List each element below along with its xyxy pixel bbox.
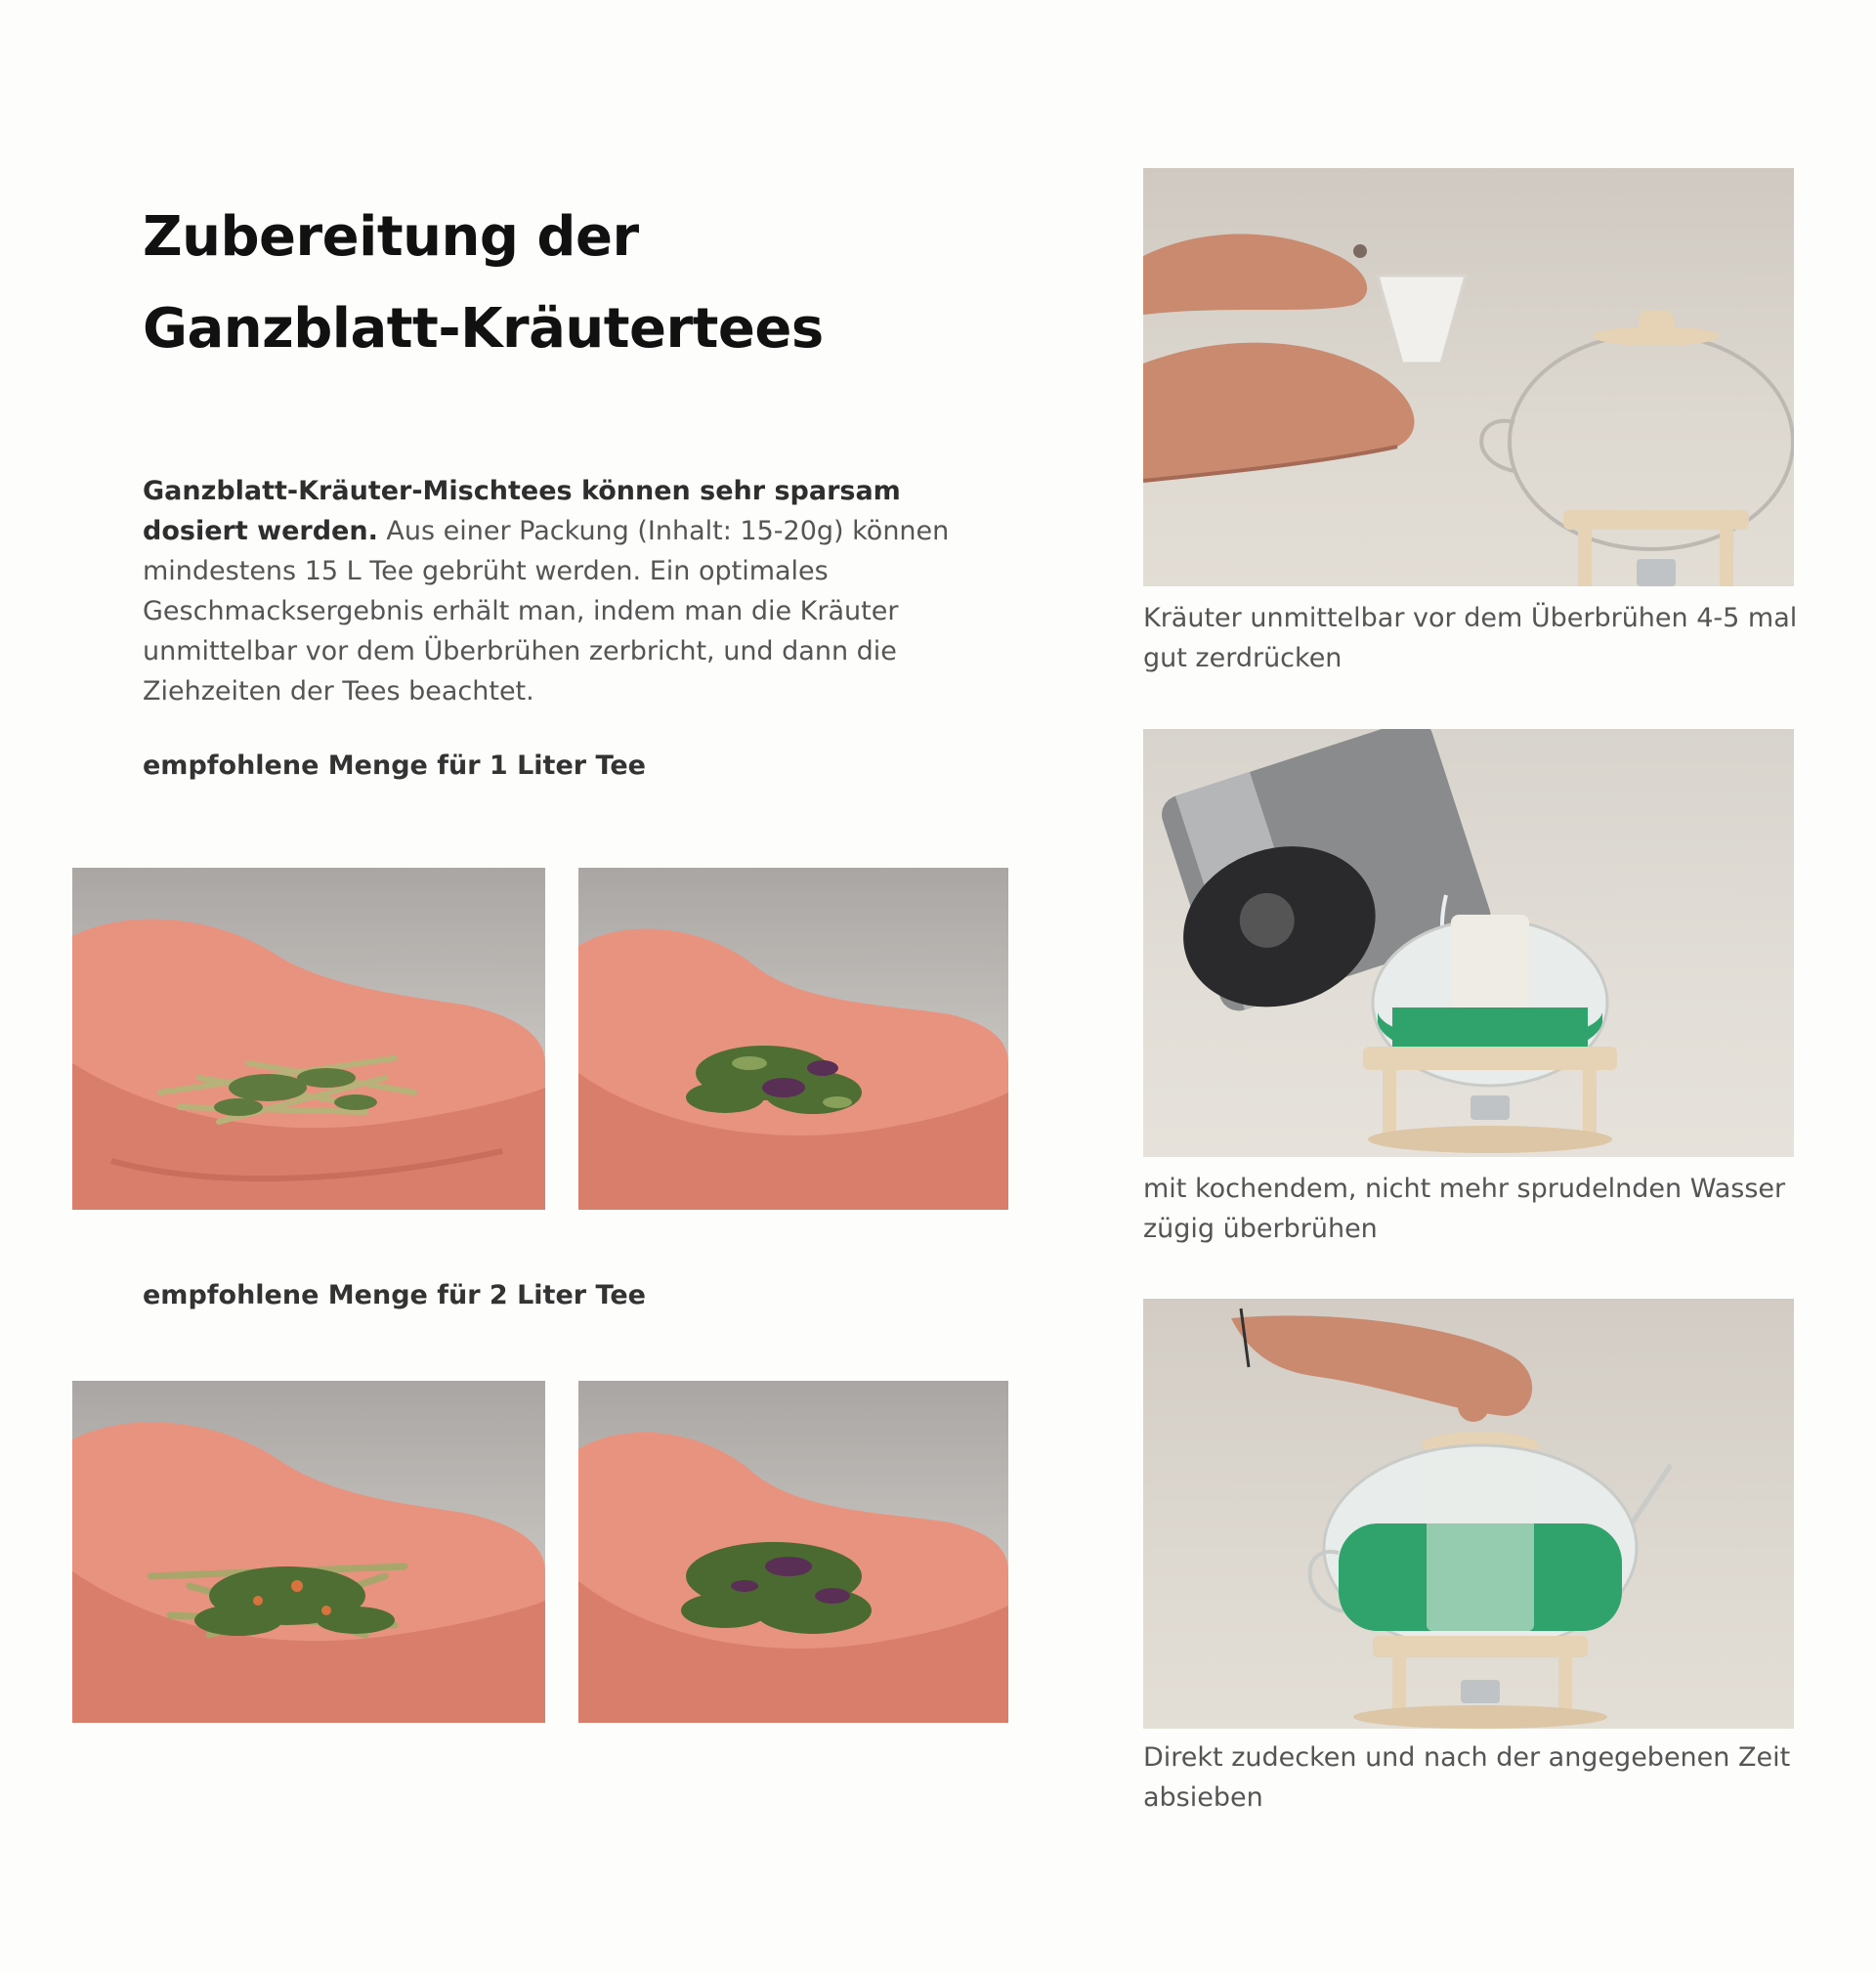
photo-herbs-1-liter-a: [72, 868, 545, 1210]
intro-lead: Ganzblatt-Kräuter-Mischtees können sehr sparsam dosiert werden.: [143, 476, 901, 546]
intro-body: Aus einer Packung (Inhalt: 15-20g) können mindestens 15 L Tee gebrüht werden. Ein optimales Geschmacksergebnis erhält man, indem man die Kräuter unmittelbar vor dem Überbrühen zerbricht, und dann die Ziehzeiten der Tees beachtet.: [143, 516, 950, 707]
step-3-caption: Direkt zudecken und nach der angegebenen Zeit absieben: [1143, 1742, 1791, 1813]
intro-paragraph: [143, 471, 983, 711]
photo-herbs-2-liter-a: [72, 1381, 545, 1723]
page-title-line-2: Ganzblatt-Kräutertees: [143, 297, 824, 361]
photo-herbs-1-liter-b: [578, 868, 1008, 1210]
step-2-caption: mit kochendem, nicht mehr sprudelnden Wasser zügig überbrühen: [1143, 1174, 1786, 1244]
photo-herbs-2-liter-b: [578, 1381, 1008, 1723]
covering-teapot-illustration: [1143, 1299, 1794, 1729]
section-label-2-liter: empfohlene Menge für 2 Liter Tee: [143, 1280, 646, 1310]
hand-with-leaves-illustration: [578, 868, 1008, 1210]
hand-with-herbs-illustration: [72, 868, 545, 1210]
hand-with-herbs-illustration: [72, 1381, 545, 1723]
photo-step-crush-herbs: [1143, 168, 1794, 586]
hand-with-leaves-illustration: [578, 1381, 1008, 1723]
page-title: [143, 192, 827, 375]
section-label-1-liter: empfohlene Menge für 1 Liter Tee: [143, 750, 646, 781]
step-1-caption: Kräuter unmittelbar vor dem Überbrühen 4-5 mal gut zerdrücken: [1143, 603, 1798, 673]
photo-step-cover-pot: [1143, 1299, 1794, 1729]
pouring-water-illustration: [1143, 729, 1794, 1157]
crushing-herbs-illustration: [1143, 168, 1794, 586]
photo-step-pour-water: [1143, 729, 1794, 1157]
page-title-line-1: Zubereitung der: [143, 205, 639, 269]
